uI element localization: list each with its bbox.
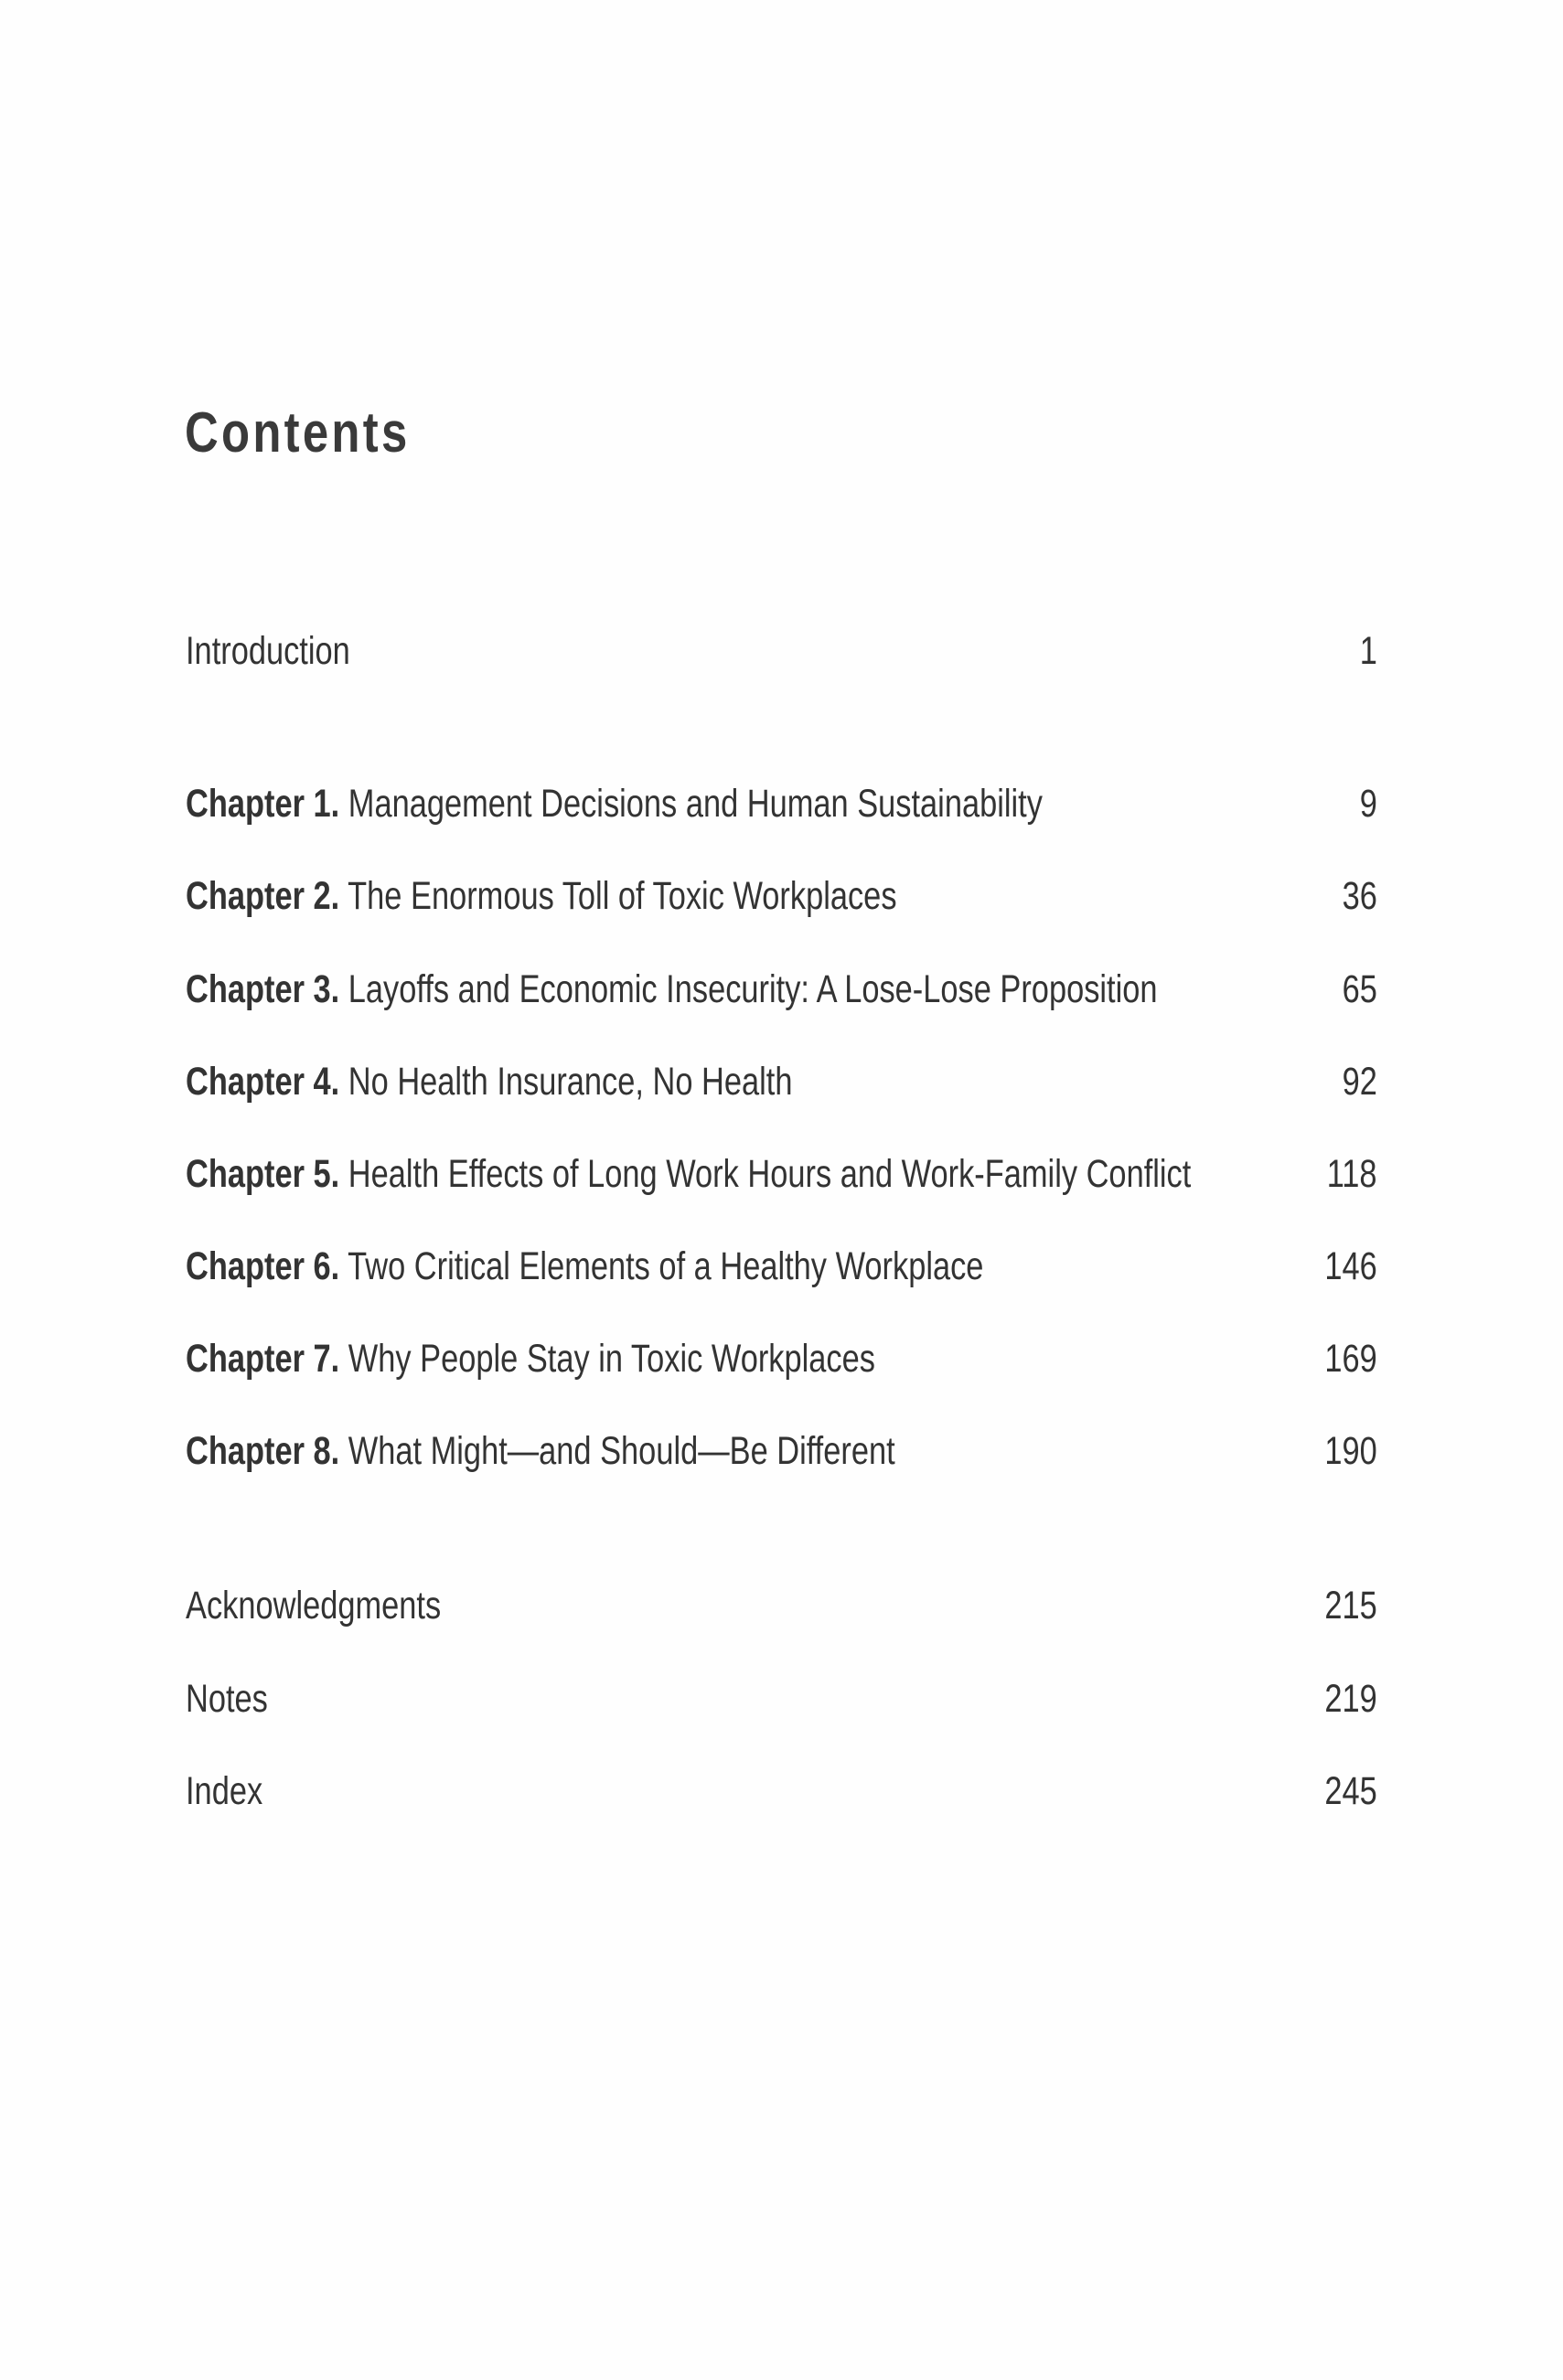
toc-entry-title: Management Decisions and Human Sustainability — [348, 782, 1043, 826]
toc-page-number: 190 — [1324, 1429, 1377, 1473]
toc-entry-title: Two Critical Elements of a Healthy Workplace — [348, 1244, 984, 1288]
toc-entry-chapter-4[interactable] — [186, 1054, 1377, 1109]
toc-page-number: 118 — [1327, 1152, 1377, 1196]
toc-entry-title: Health Effects of Long Work Hours and Work-Family Conflict — [348, 1152, 1192, 1196]
toc-entry-chapter-3[interactable] — [186, 962, 1377, 1017]
chapter-number: Chapter 4. — [186, 1060, 340, 1104]
toc-page-number: 245 — [1324, 1769, 1377, 1813]
chapter-number: Chapter 2. — [186, 874, 340, 918]
toc-entry-chapter-8[interactable] — [186, 1424, 1377, 1478]
toc-entry-title: No Health Insurance, No Health — [348, 1060, 793, 1104]
toc-entry-chapter-2[interactable] — [186, 869, 1377, 923]
chapter-number: Chapter 3. — [186, 967, 340, 1011]
toc-page-number: 1 — [1359, 629, 1377, 673]
toc-page-number: 146 — [1324, 1244, 1377, 1288]
chapter-number: Chapter 6. — [186, 1244, 340, 1288]
chapter-number: Chapter 1. — [186, 782, 340, 826]
toc-entry-chapter-7[interactable] — [186, 1331, 1377, 1386]
toc-entry-title: Introduction — [186, 629, 350, 673]
toc-entry-title: Index — [186, 1769, 263, 1813]
toc-page-number: 215 — [1324, 1584, 1377, 1628]
toc-entry-notes[interactable] — [186, 1671, 1377, 1726]
toc-page-number: 92 — [1342, 1060, 1377, 1104]
toc-entry-acknowledgments[interactable] — [186, 1578, 1377, 1633]
toc-entry-introduction[interactable] — [186, 624, 1377, 678]
toc-entry-title: Notes — [186, 1677, 268, 1721]
chapter-number: Chapter 8. — [186, 1429, 340, 1473]
contents-heading: Contents — [185, 401, 411, 464]
toc-entry-title: The Enormous Toll of Toxic Workplaces — [348, 874, 897, 918]
toc-page-number: 169 — [1324, 1337, 1377, 1381]
toc-entry-chapter-5[interactable] — [186, 1147, 1377, 1201]
chapter-number: Chapter 7. — [186, 1337, 340, 1381]
toc-entry-index[interactable] — [186, 1764, 1377, 1819]
toc-entry-title: Why People Stay in Toxic Workplaces — [348, 1337, 875, 1381]
toc-page-number: 9 — [1359, 782, 1377, 826]
toc-entry-chapter-6[interactable] — [186, 1239, 1377, 1294]
toc-page-number: 36 — [1342, 874, 1377, 918]
toc-page-number: 65 — [1342, 967, 1377, 1011]
toc-entry-chapter-1[interactable] — [186, 776, 1377, 831]
toc-entry-title: Acknowledgments — [186, 1584, 442, 1628]
toc-entry-title: Layoffs and Economic Insecurity: A Lose-Lose Proposition — [348, 967, 1158, 1011]
toc-entry-title: What Might—and Should—Be Different — [348, 1429, 895, 1473]
toc-page-number: 219 — [1324, 1677, 1377, 1721]
chapter-number: Chapter 5. — [186, 1152, 340, 1196]
